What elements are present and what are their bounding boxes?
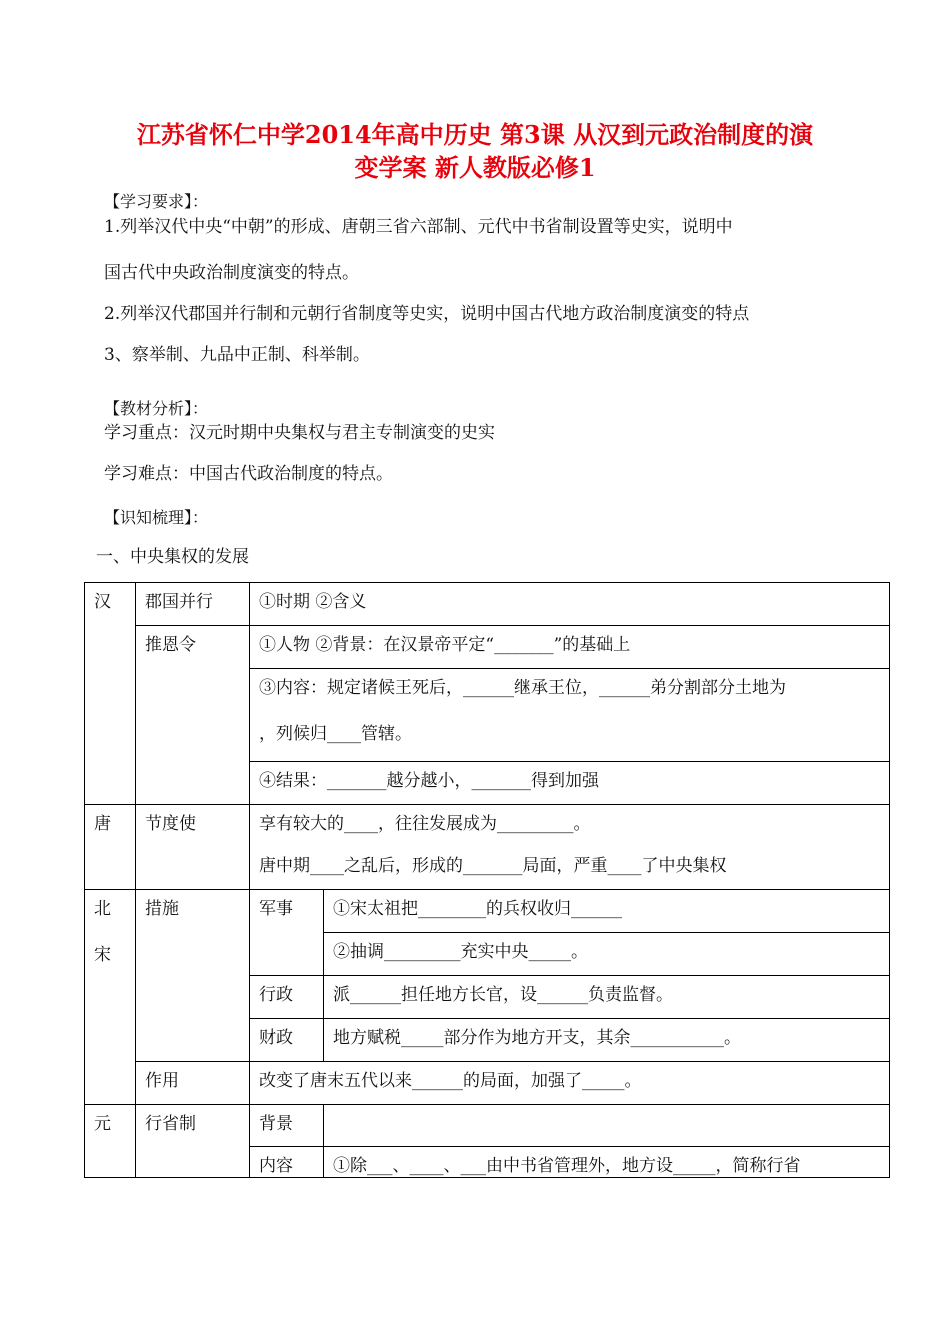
requirement-item-1b: 国古代中央政治制度演变的特点。 <box>104 263 359 283</box>
military-label: 军事 <box>250 890 324 976</box>
admin-label: 行政 <box>250 976 324 1019</box>
table-row <box>85 1062 890 1105</box>
jiedushi-content <box>250 805 890 890</box>
dynasty-song <box>85 890 136 1105</box>
dynasty-han: 汉 <box>85 583 136 805</box>
content-label: 内容 <box>250 1147 324 1178</box>
analysis-heading: 【教材分析】： <box>104 399 209 418</box>
junguo-content: ①时期 ②含义 <box>250 583 890 626</box>
section-1-title: 一、中央集权的发展 <box>96 547 249 567</box>
table-row <box>85 626 890 669</box>
tuien-row-2 <box>250 669 890 762</box>
tuien-row-2-line-b: ，列候归____管辖。 <box>259 724 412 744</box>
dynasty-tang: 唐 <box>85 805 136 890</box>
requirements-heading: 【学习要求】： <box>104 192 209 211</box>
table-row <box>85 583 890 626</box>
analysis-key-point: 学习重点：汉元时期中央集权与君主专制演变的史实 <box>104 423 495 443</box>
military-item-1: ①宋太祖把________的兵权收归______ <box>324 890 890 933</box>
title-line-2: 变学案 新人教版必修1 <box>354 153 596 182</box>
jiedushi-line-1: 享有较大的____，往往发展成为_________。 <box>259 814 591 834</box>
finance-label: 财政 <box>250 1019 324 1062</box>
document-title <box>90 118 860 184</box>
tuien-label: 推恩令 <box>136 626 250 805</box>
dynasty-yuan: 元 <box>85 1105 136 1178</box>
title-line-1: 江苏省怀仁中学2014年高中历史 第3课 从汉到元政治制度的演 <box>136 120 814 149</box>
requirement-item-3: 3、察举制、九品中正制、科举制。 <box>104 345 370 365</box>
tuien-row-1: ①人物 ②背景：在汉景帝平定“_______”的基础上 <box>250 626 890 669</box>
military-item-2: ②抽调_________充实中央_____。 <box>324 933 890 976</box>
requirement-item-1a: 1.列举汉代中央“中朝”的形成、唐朝三省六部制、元代中书省制设置等史实，说明中 <box>104 217 733 237</box>
review-heading: 【识知梳理】： <box>104 508 209 527</box>
tuien-row-2-line-a: ③内容：规定诸候王死后，______继承王位，______弟分割部分土地为 <box>259 678 786 698</box>
measures-label: 措施 <box>136 890 250 1062</box>
xingsheng-label: 行省制 <box>136 1105 250 1178</box>
admin-content: 派______担任地方长官，设______负责监督。 <box>324 976 890 1019</box>
jiedushi-label: 节度使 <box>136 805 250 890</box>
background-content <box>324 1105 890 1147</box>
dynasty-song-char-1: 北 <box>94 899 111 919</box>
table-row <box>85 1105 890 1147</box>
table-row <box>85 805 890 890</box>
jiedushi-line-2: 唐中期____之乱后，形成的_______局面，严重____了中央集权 <box>259 856 727 876</box>
junguo-label: 郡国并行 <box>136 583 250 626</box>
table-row <box>85 890 890 933</box>
background-label: 背景 <box>250 1105 324 1147</box>
effect-label: 作用 <box>136 1062 250 1105</box>
finance-content: 地方赋税_____部分作为地方开支，其余___________。 <box>324 1019 890 1062</box>
dynasty-song-char-2: 宋 <box>94 945 111 965</box>
content-text: ①除___、____、___由中书省管理外，地方设_____，简称行省 <box>324 1147 890 1178</box>
analysis-difficulty: 学习难点：中国古代政治制度的特点。 <box>104 464 393 484</box>
requirement-item-2: 2.列举汉代郡国并行制和元朝行省制度等史实，说明中国古代地方政治制度演变的特点 <box>104 304 750 324</box>
tuien-row-3: ④结果：_______越分越小，_______得到加强 <box>250 762 890 805</box>
central-power-table <box>84 582 890 1178</box>
effect-content: 改变了唐末五代以来______的局面，加强了_____。 <box>250 1062 890 1105</box>
